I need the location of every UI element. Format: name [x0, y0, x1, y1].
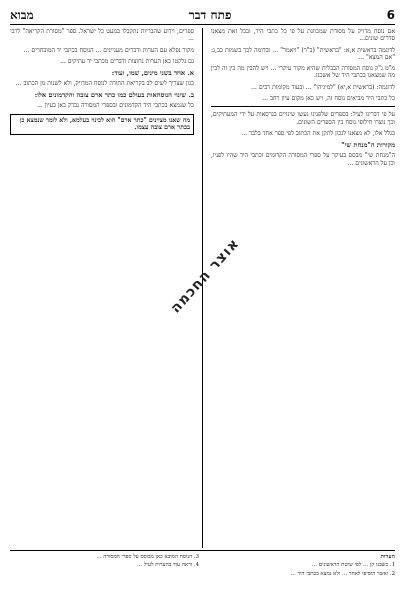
paragraph: גם נלקטו כאן הערות נחוצות ודברים מכתבי יד עתיקים ...	[59, 57, 194, 65]
paragraph: לדוגמה בראשית א,א: "בראשית" (ב"ר) "ויאמר" ... ובדומה לכך בשמות כב,ג: "אם המצא" ...	[210, 46, 395, 61]
paragraph: לדוגמה: (בראשית א,יא) "למיניהו" ... ובעוד מקומות רבים ...	[251, 83, 395, 91]
footnotes-right	[207, 554, 395, 579]
library-stamp: אוצר החכמה	[167, 235, 243, 317]
footnote: 3. הנוסח המובא כאן מבוסס על ספרי המסורה ...	[96, 554, 199, 560]
paragraph: על פי דברינו לעיל: בספרים שלפנינו נעשו שינויים בגרסאות על ידי המעתיקים, וכך נוצרו חילופי נוסח בין הספרים השונים.	[210, 111, 395, 126]
paragraph: בגלל אלו, לא מצאנו לנכון לתקן את הכתוב לפי ספר אחד בלבד ...	[241, 129, 395, 137]
section-heading: מקורות ה"מנחת שי"	[341, 141, 395, 150]
section-name: מבוא	[10, 7, 34, 22]
footnote: 2. ואשר הוסיפו לאחר ... ולא נמצא בכתבי היד ...	[290, 570, 395, 577]
divider	[211, 106, 395, 107]
running-title: פתח דבר	[188, 7, 232, 22]
boxed-note: מה שאנו מציינים "כתר ארם" הוא לכינוי בעלמא, ולא לומר שנמצא כן בכתר ארם צובה עצמו.	[10, 114, 194, 135]
footnotes-title: הערות	[380, 554, 395, 560]
page-header	[10, 6, 395, 25]
paragraph: ה"מנחת שי" מבסס בעיקר על ספרי המסורה הקדומים וכתבי היד שהיו לפניו, וכן על הראשונים ...	[210, 152, 395, 167]
paragraph: אם נוסח מדויק על מסורת שמכוונת על פי כל כתבי היד, ובכל זאת מצאנו סדרים שונים...	[210, 28, 395, 43]
paragraph: כל שנמצא בכתבי היד הקדמונים ובספרי המסורה נבדק כאן בעיון ...	[36, 102, 194, 110]
right-column	[211, 28, 395, 548]
section-heading: ב. שינוי הנוסחאות בעולם כמו כתר ארם צובה והקדמונים אלו:	[34, 91, 194, 100]
paragraph: כגון שצריך לשים לב בקריאת התורה לנוסח המדויק, ולא לשנות מן הכתוב ...	[15, 80, 194, 88]
footnote: 4. וראה עוד בהערות לעיל ...	[137, 562, 199, 569]
paragraph: מקור נפלא עם הערות ודברים מעניינים ... הנוסח בכתבי יד המובחרים ...	[23, 46, 194, 54]
paragraph: כל כתבי היד מביאים נוסח זה, ויש כאן מקום עיון רחב ...	[262, 95, 395, 103]
footnote: 1. כשבנו קן ... לפי שיטת הראשונים ...	[311, 562, 395, 569]
paragraph: ספרים, וידוע שהבריות נתקבלו במעט כל ישראל. ספר "מסורת הקריאה" לרבי ...	[9, 28, 194, 43]
page-number: 6	[386, 8, 395, 22]
footnotes	[10, 550, 395, 579]
left-column	[10, 28, 194, 548]
paragraph: מ"מ ג"ק נוסח המסורה הבבלית שהיא מקור עיקרי ... ויש להבין מה בין זה לבין מה שמצאנו בכתבי היד של אשכנז.	[210, 65, 395, 80]
section-heading: א. אחד בשני מינים, שמו, ועוד:	[111, 69, 194, 78]
footnotes-left	[11, 554, 199, 579]
